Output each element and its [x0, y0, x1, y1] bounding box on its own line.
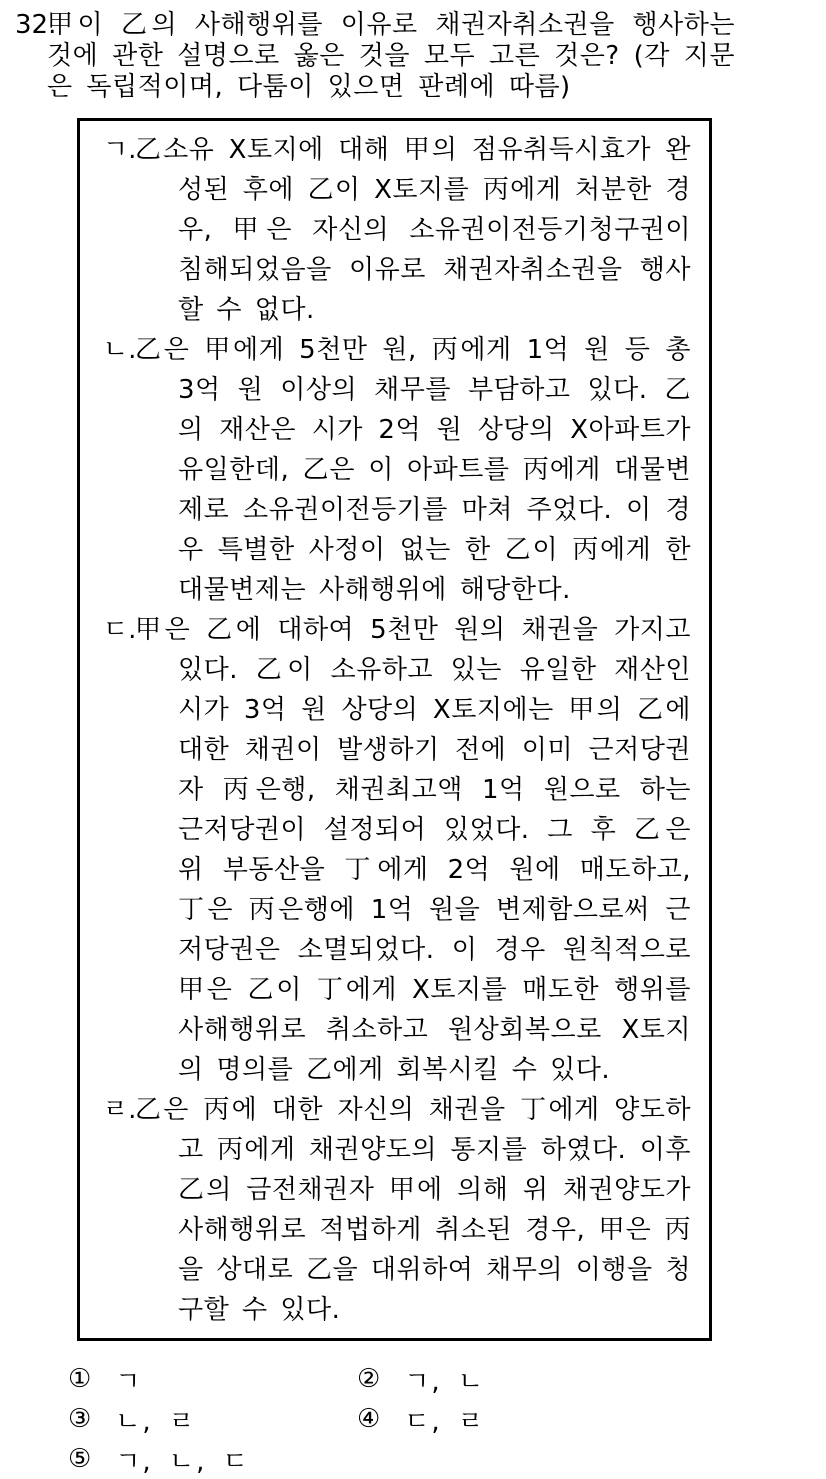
- statement-text-n: 乙은 甲에게 5천만 원, 丙에게 1억 원 등 총 3억 원 이상의 채무를 부담하고 있다. 乙의 재산은 시가 2억 원 상당의 X아파트가 유일한데, 乙은 이 아파트를 丙에게 대물변제로 소유권이전등기를 마쳐 주었다. 이 경우 특별한 사정이 없는 한 乙이 丙에게 한 대물변제는 사해행위에 해당한다.: [135, 335, 691, 605]
- statement-item-r: [80, 1090, 691, 1330]
- statement-marker-g: ㄱ.: [103, 135, 137, 165]
- choice-5-number: ⑤: [68, 1444, 92, 1474]
- choice-5-text: ㄱ, ㄴ, ㄷ: [115, 1446, 250, 1477]
- statement-marker-d: ㄷ.: [103, 615, 137, 645]
- question-number: 32.: [15, 10, 57, 40]
- choice-3-number: ③: [68, 1404, 92, 1434]
- statement-marker-r: ㄹ.: [103, 1095, 137, 1125]
- statements-box: [77, 118, 712, 1341]
- choice-2-number: ②: [357, 1364, 381, 1394]
- choice-4-number: ④: [357, 1404, 381, 1434]
- question-text: 甲이 乙의 사해행위를 이유로 채권자취소권을 행사하는 것에 관한 설명으로 옳은 것을 모두 고른 것은? (각 지문은 독립적이며, 다툼이 있으면 판례에 따름): [47, 10, 735, 102]
- choice-2-text: ㄱ, ㄴ: [404, 1366, 486, 1397]
- statement-item-d: [80, 610, 691, 1090]
- choice-1-text: ㄱ: [115, 1366, 143, 1397]
- question: [0, 0, 826, 103]
- choice-3[interactable]: [68, 1399, 357, 1439]
- choice-4-text: ㄷ, ㄹ: [404, 1406, 486, 1437]
- choice-5[interactable]: [68, 1439, 357, 1479]
- statement-text-d: 甲은 乙에 대하여 5천만 원의 채권을 가지고 있다. 乙이 소유하고 있는 유일한 재산인 시가 3억 원 상당의 X토지에는 甲의 乙에 대한 채권이 발생하기 전에 이미 근저당권자 丙은행, 채권최고액 1억 원으로 하는 근저당권이 설정되어 있었다. 그 후 乙은 위 부동산을 丁에게 2억 원에 매도하고, 丁은 丙은행에 1억 원을 변제함으로써 근저당권은 소멸되었다. 이 경우 원칙적으로 甲은 乙이 丁에게 X토지를 매도한 행위를 사해행위로 취소하고 원상회복으로 X토지의 명의를 乙에게 회복시킬 수 있다.: [135, 615, 691, 1085]
- answer-choices: [68, 1359, 826, 1479]
- statement-item-n: [80, 330, 691, 610]
- statement-item-g: [80, 130, 691, 330]
- statement-text-g: 乙소유 X토지에 대해 甲의 점유취득시효가 완성된 후에 乙이 X토지를 丙에게 처분한 경우, 甲은 자신의 소유권이전등기청구권이 침해되었음을 이유로 채권자취소권을 행사할 수 없다.: [135, 135, 691, 325]
- choice-3-text: ㄴ, ㄹ: [115, 1406, 197, 1437]
- choice-4[interactable]: [357, 1399, 826, 1439]
- statement-marker-n: ㄴ.: [103, 335, 137, 365]
- choice-1[interactable]: [68, 1359, 357, 1399]
- statement-text-r: 乙은 丙에 대한 자신의 채권을 丁에게 양도하고 丙에게 채권양도의 통지를 하였다. 이후 乙의 금전채권자 甲에 의해 위 채권양도가 사해행위로 적법하게 취소된 경우, 甲은 丙을 상대로 乙을 대위하여 채무의 이행을 청구할 수 있다.: [135, 1095, 691, 1325]
- choice-2[interactable]: [357, 1359, 826, 1399]
- choice-1-number: ①: [68, 1364, 92, 1394]
